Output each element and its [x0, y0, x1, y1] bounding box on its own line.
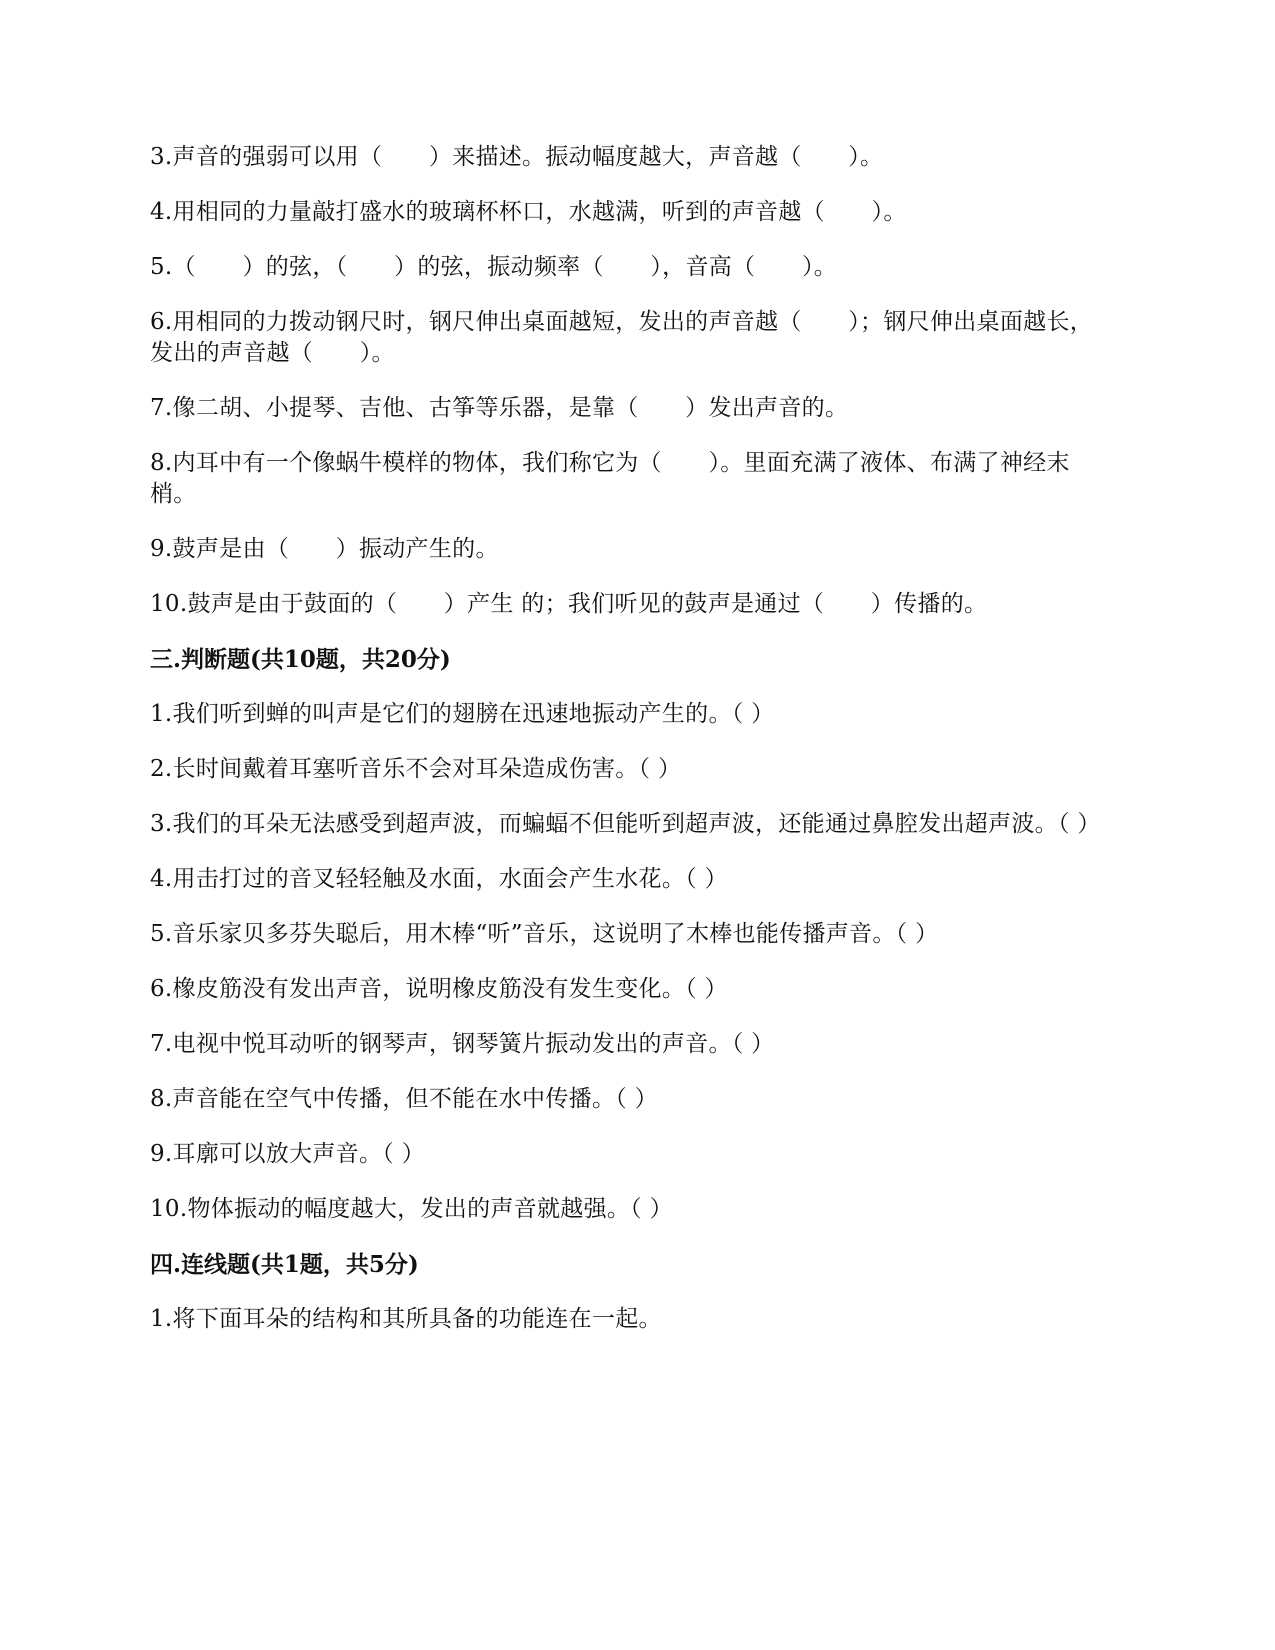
fill-question-8: 8.内耳中有一个像蜗牛模样的物体，我们称它为（ ）。里面充满了液体、布满了神经末梢。	[150, 450, 1070, 507]
judge-question-3: 3.我们的耳朵无法感受到超声波，而蝙蝠不但能听到超声波，还能通过鼻腔发出超声波。（ ）	[150, 811, 1101, 837]
fill-question-5: 5.（ ）的弦，（ ）的弦，振动频率（ ），音高（ ）。	[150, 254, 838, 280]
fill-question-10: 10.鼓声是由于鼓面的（ ）产生 的；我们听见的鼓声是通过（ ）传播的。	[150, 591, 988, 617]
judge-question-9: 9.耳廓可以放大声音。（ ）	[150, 1141, 425, 1167]
fill-question-9: 9.鼓声是由（ ）振动产生的。	[150, 536, 499, 562]
match-question-1: 1.将下面耳朵的结构和其所具备的功能连在一起。	[150, 1306, 662, 1332]
judge-question-10: 10.物体振动的幅度越大，发出的声音就越强。（ ）	[150, 1196, 673, 1222]
worksheet-page	[150, 142, 1110, 1359]
fill-question-7: 7.像二胡、小提琴、吉他、古筝等乐器，是靠（ ）发出声音的。	[150, 395, 849, 421]
fill-question-6: 6.用相同的力拨动钢尺时，钢尺伸出桌面越短，发出的声音越（ ）；钢尺伸出桌面越长，发出的声音越（ ）。	[150, 309, 1094, 366]
judge-question-7: 7.电视中悦耳动听的钢琴声，钢琴簧片振动发出的声音。（ ）	[150, 1031, 775, 1057]
judge-question-2: 2.长时间戴着耳塞听音乐不会对耳朵造成伤害。（ ）	[150, 756, 682, 782]
fill-question-3: 3.声音的强弱可以用（ ）来描述。振动幅度越大，声音越（ ）。	[150, 144, 884, 170]
judge-question-8: 8.声音能在空气中传播，但不能在水中传播。（ ）	[150, 1086, 658, 1112]
judge-question-4: 4.用击打过的音叉轻轻触及水面，水面会产生水花。（ ）	[150, 866, 728, 892]
match-section-title: 四.连线题(共1题，共5分)	[150, 1251, 419, 1278]
fill-question-4: 4.用相同的力量敲打盛水的玻璃杯杯口，水越满，听到的声音越（ ）。	[150, 199, 907, 225]
judge-question-5: 5.音乐家贝多芬失聪后，用木棒“听”音乐，这说明了木棒也能传播声音。（ ）	[150, 921, 939, 947]
judge-question-6: 6.橡皮筋没有发出声音，说明橡皮筋没有发生变化。（ ）	[150, 976, 728, 1002]
judge-question-1: 1.我们听到蝉的叫声是它们的翅膀在迅速地振动产生的。（ ）	[150, 701, 775, 727]
judge-section-title: 三.判断题(共10题，共20分)	[150, 646, 451, 673]
